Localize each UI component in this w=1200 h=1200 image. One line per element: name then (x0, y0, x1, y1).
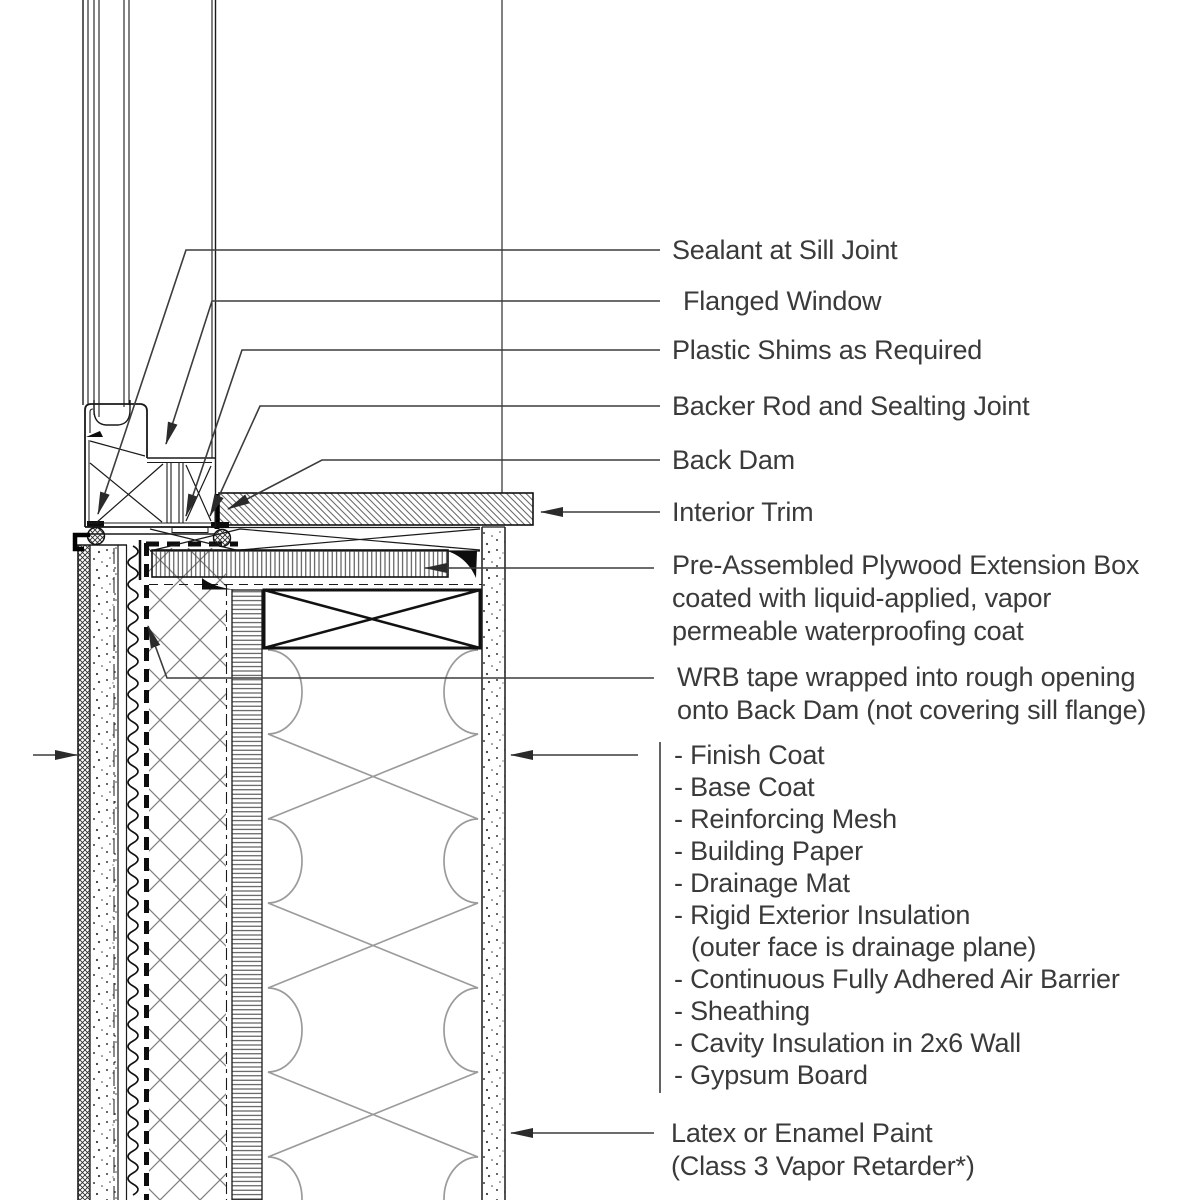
callout-sealant (672, 234, 897, 267)
glazing-gasket (86, 431, 103, 437)
callout-extension-box-line2: coated with liquid-applied, vapor (672, 583, 1052, 613)
callout-backer-rod-text: Backer Rod and Sealting Joint (672, 391, 1030, 421)
callout-flanged-window-text: Flanged Window (683, 286, 882, 316)
callout-paint-line1: Latex or Enamel Paint (671, 1118, 933, 1148)
callout-extension-box-line3: permeable waterproofing coat (672, 616, 1024, 646)
sealant-wedge-right (447, 551, 477, 578)
backer-rod-right (214, 530, 231, 547)
callout-plastic-shims-text: Plastic Shims as Required (672, 335, 983, 365)
glazing (83, 0, 130, 425)
stucco-base-layer (90, 545, 118, 1200)
leader-sealant (98, 250, 660, 514)
callout-wrb-tape (677, 661, 1146, 727)
callout-interior-trim (672, 496, 813, 529)
callout-interior-trim-text: Interior Trim (672, 497, 814, 527)
callout-extension-box (672, 549, 1139, 648)
wall-layer-air-barrier: - Continuous Fully Adhered Air Barrier (674, 964, 1120, 994)
callout-extension-box-line1: Pre-Assembled Plywood Extension Box (672, 550, 1140, 580)
callout-wrb-tape-line1: WRB tape wrapped into rough opening (677, 662, 1136, 692)
wall-layer-rigid-insulation: - Rigid Exterior Insulation (674, 900, 971, 930)
wall-assembly-list (674, 739, 1120, 1091)
interior-trim-board (219, 493, 533, 525)
wall-layer-cavity-insulation: - Cavity Insulation in 2x6 Wall (674, 1028, 1021, 1058)
wall-layer-reinforcing-mesh: - Reinforcing Mesh (674, 804, 897, 834)
framing-blocking (264, 590, 480, 648)
wall-layer-base-coat: - Base Coat (674, 772, 815, 802)
wall-layer-rigid-insulation-note: (outer face is drainage plane) (691, 932, 1037, 962)
leader-plastic-shims (186, 350, 660, 516)
callout-sealant-text: Sealant at Sill Joint (672, 235, 898, 265)
cavity-insulation-layer (268, 650, 478, 1200)
flanged-window-frame (83, 0, 502, 527)
wall-layer-gypsum-board: - Gypsum Board (674, 1060, 868, 1090)
gypsum-board-layer (482, 527, 505, 1200)
callout-paint (671, 1117, 975, 1183)
callout-wrb-tape-line2: onto Back Dam (not covering sill flange) (677, 695, 1147, 725)
callout-back-dam-text: Back Dam (672, 445, 795, 475)
wall-layer-sheathing: - Sheathing (674, 996, 810, 1026)
callout-backer-rod (672, 390, 1029, 423)
callout-flanged-window (683, 285, 881, 318)
callout-back-dam (672, 444, 795, 477)
sheathing-layer (232, 590, 262, 1200)
leader-flanged-window (166, 301, 660, 444)
callout-paint-line2: (Class 3 Vapor Retarder*) (671, 1151, 975, 1181)
wall-layer-building-paper: - Building Paper (674, 836, 863, 866)
plastic-shim (172, 528, 208, 533)
callout-plastic-shims (672, 334, 982, 367)
wall-section (76, 527, 505, 1200)
rigid-insulation-layer (149, 548, 226, 1200)
drainage-mat-layer (128, 546, 138, 1195)
wall-layer-drainage-mat: - Drainage Mat (674, 868, 850, 898)
backer-rod-left (88, 528, 105, 545)
wall-layer-finish-coat: - Finish Coat (674, 740, 825, 770)
